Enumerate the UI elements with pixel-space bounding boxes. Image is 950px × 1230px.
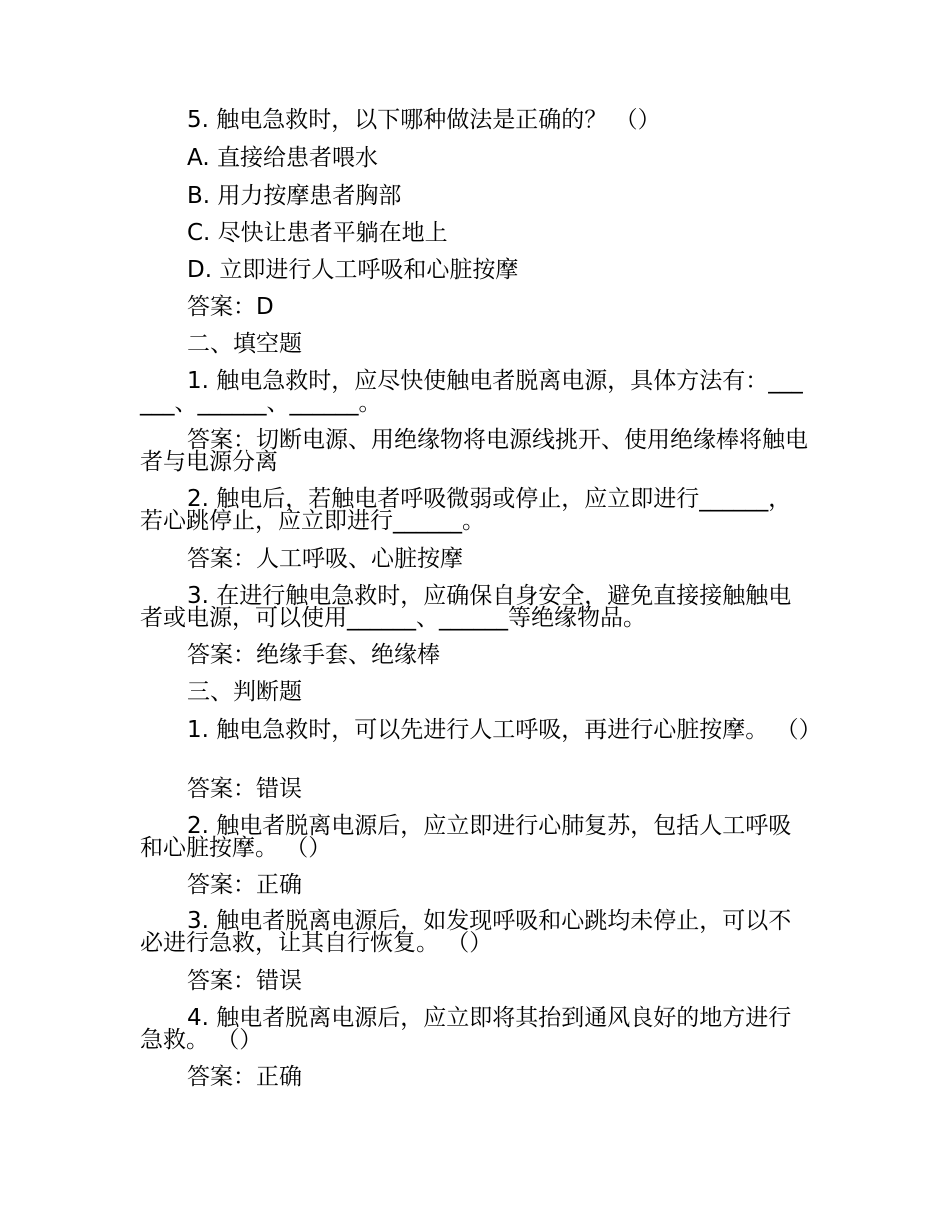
- fill-answer-1: 答案：切断电源、用绝缘物将电源线挑开、使用绝缘棒将触电者与电源分离: [140, 427, 808, 475]
- tf-answer-3: 答案：错误: [187, 968, 302, 994]
- fill-answer-2: 答案：人工呼吸、心脏按摩: [187, 546, 463, 572]
- fill-question-2: 2. 触电后，若触电者呼吸微弱或停止，应立即进行______，若心跳停止，应立即进行______。: [140, 486, 792, 534]
- tf-question-1: 1. 触电急救时，可以先进行人工呼吸，再进行心脏按摩。 （）: [187, 717, 822, 743]
- answer-q5: 答案：D: [187, 294, 274, 320]
- tf-answer-1: 答案：错误: [187, 776, 302, 802]
- option-d: D. 立即进行人工呼吸和心脏按摩: [187, 257, 519, 283]
- tf-answer-2: 答案：正确: [187, 872, 302, 898]
- fill-answer-3: 答案：绝缘手套、绝缘棒: [187, 642, 440, 668]
- fill-question-1: 1. 触电急救时，应尽快使触电者脱离电源，具体方法有：______、______、______。: [140, 368, 803, 416]
- question-5: 5. 触电急救时，以下哪种做法是正确的？ （）: [187, 107, 661, 133]
- option-b: B. 用力按摩患者胸部: [187, 183, 402, 209]
- section-fill-in-blank: 二、填空题: [187, 331, 302, 357]
- tf-question-2: 2. 触电者脱离电源后，应立即进行心肺复苏，包括人工呼吸和心脏按摩。 （）: [140, 813, 792, 861]
- fill-question-3: 3. 在进行触电急救时，应确保自身安全，避免直接接触触电者或电源，可以使用______、______等绝缘物品。: [140, 583, 792, 631]
- section-true-false: 三、判断题: [187, 679, 302, 705]
- option-a: A. 直接给患者喂水: [187, 145, 378, 171]
- tf-answer-4: 答案：正确: [187, 1064, 302, 1090]
- tf-question-3: 3. 触电者脱离电源后，如发现呼吸和心跳均未停止，可以不必进行急救，让其自行恢复。 （）: [140, 908, 792, 956]
- option-c: C. 尽快让患者平躺在地上: [187, 220, 448, 246]
- tf-question-4: 4. 触电者脱离电源后，应立即将其抬到通风良好的地方进行急救。 （）: [140, 1005, 792, 1053]
